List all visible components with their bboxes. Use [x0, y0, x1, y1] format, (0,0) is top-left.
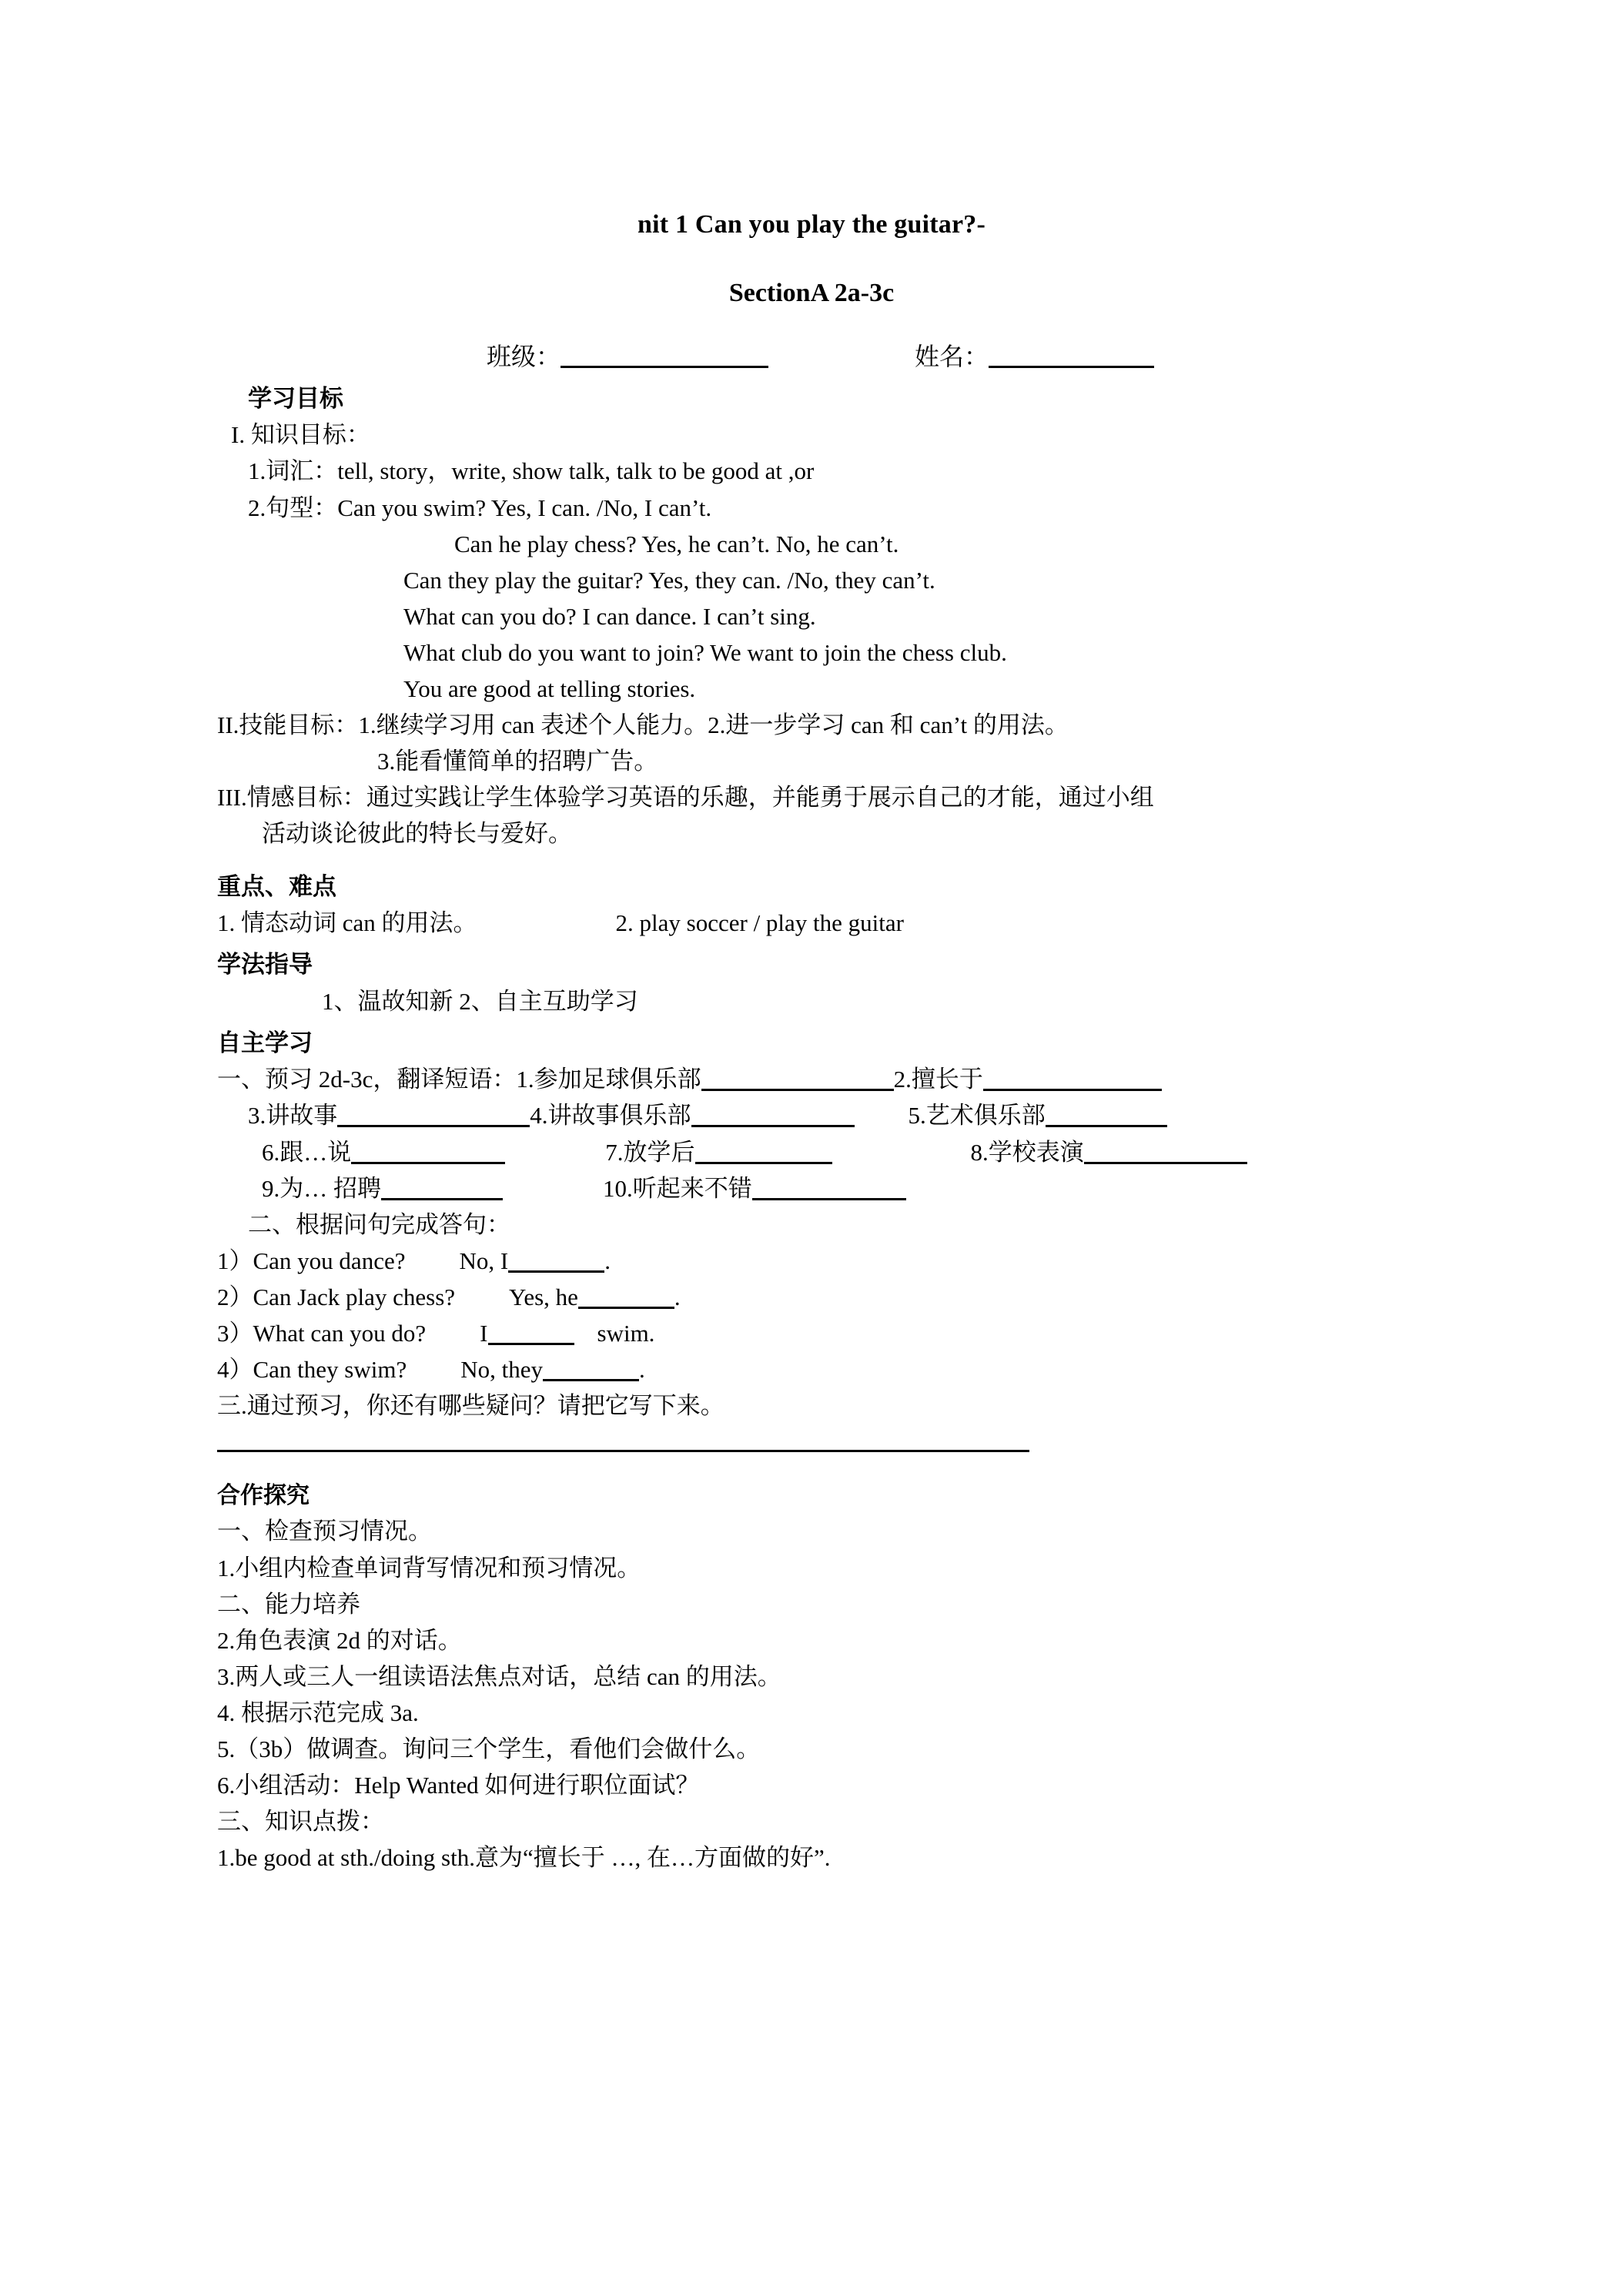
emotion-objective-line-2: 活动谈论彼此的特长与爱好。	[262, 820, 572, 848]
heading-self-study: 自主学习	[217, 1029, 313, 1056]
qa-row-4	[217, 1351, 1531, 1387]
phrase-text-7: 放学后	[623, 1138, 695, 1166]
phrase-text-1: 参加足球俱乐部	[534, 1066, 701, 1093]
pattern-text-0: Can you swim? Yes, I can. /No, I can’t.	[337, 494, 712, 521]
skill-objective-line-1: II.技能目标：1.继续学习用 can 表述个人能力。2.进一步学习 can 和 can’t 的用法。	[217, 711, 1069, 739]
qa-answer-pre-4: No, they	[460, 1356, 544, 1384]
phrase-num-7: 7.	[605, 1138, 624, 1166]
cooperative-line-5: 4. 根据示范完成 3a.	[217, 1699, 419, 1726]
qa-blank-3[interactable]	[488, 1343, 574, 1345]
phrase-num-10: 10.	[603, 1174, 633, 1202]
phrase-blank-1[interactable]	[701, 1089, 894, 1091]
key-point-1: 1. 情态动词 can 的用法。	[217, 909, 477, 937]
phrase-text-6: 跟…说	[279, 1138, 352, 1166]
qa-blank-2[interactable]	[578, 1307, 674, 1309]
qa-num-4: 4）	[217, 1356, 253, 1384]
phrase-blank-4[interactable]	[691, 1125, 855, 1127]
student-id-line	[0, 340, 1623, 373]
method-guide-line: 1、温故知新 2、自主互助学习	[322, 987, 638, 1015]
pattern-line-5: You are good at telling stories.	[403, 675, 696, 703]
cooperative-line-8: 三、知识点拨：	[217, 1808, 384, 1836]
cooperative-line-7: 6.小组活动：Help Wanted 如何进行职位面试？	[217, 1772, 700, 1799]
qa-question-2: Can Jack play chess?	[253, 1283, 456, 1310]
phrase-num-2: 2.	[893, 1066, 912, 1093]
phrase-blank-2[interactable]	[983, 1089, 1162, 1091]
key-point-line	[217, 905, 1531, 941]
phrase-blank-7[interactable]	[695, 1162, 832, 1164]
name-input-blank[interactable]	[989, 366, 1154, 368]
self-study-part-one-intro: 一、预习 2d-3c，翻译短语：	[217, 1066, 517, 1093]
qa-question-1: Can you dance?	[253, 1247, 406, 1274]
qa-num-1: 1）	[217, 1247, 253, 1274]
knowledge-objective-heading: I. 知识目标：	[231, 421, 370, 449]
class-label: 班级：	[487, 342, 561, 370]
emotion-objective-line-1: III.情感目标：通过实践让学生体验学习英语的乐趣，并能勇于展示自己的才能，通过小组	[217, 784, 1154, 812]
pattern-label: 2.句型：	[248, 494, 338, 521]
phrase-num-9: 9.	[262, 1174, 280, 1202]
qa-answer-pre-2: Yes, he	[509, 1283, 578, 1310]
qa-answer-post-1: .	[604, 1247, 611, 1274]
qa-row-2	[217, 1279, 1531, 1315]
qa-answer-post-2: .	[674, 1283, 681, 1310]
pattern-line-4: What club do you want to join? We want to join the chess club.	[403, 638, 1007, 666]
qa-num-3: 3）	[217, 1320, 253, 1347]
phrase-blank-3[interactable]	[337, 1125, 530, 1127]
phrase-text-5: 艺术俱乐部	[925, 1102, 1046, 1130]
phrase-num-6: 6.	[262, 1138, 280, 1166]
phrase-num-3: 3.	[248, 1102, 266, 1130]
phrase-num-5: 5.	[908, 1102, 926, 1130]
phrase-text-9: 为… 招聘	[279, 1174, 381, 1202]
skill-objective-line-2: 3.能看懂简单的招聘广告。	[377, 748, 658, 775]
heading-learning-objectives: 学习目标	[248, 384, 343, 412]
phrase-num-4: 4.	[530, 1102, 548, 1130]
cooperative-line-1: 1.小组内检查单词背写情况和预习情况。	[217, 1554, 641, 1581]
qa-blank-4[interactable]	[543, 1379, 639, 1381]
phrase-text-10: 听起来不错	[632, 1174, 752, 1202]
qa-answer-pre-1: No, I	[459, 1247, 509, 1274]
cooperative-line-0: 一、检查预习情况。	[217, 1518, 432, 1545]
pattern-line-0	[231, 490, 1531, 526]
phrase-num-8: 8.	[970, 1138, 989, 1166]
self-study-part-one-row	[217, 1061, 1531, 1097]
phrase-blank-10[interactable]	[752, 1198, 906, 1200]
qa-row-1	[217, 1243, 1531, 1279]
cooperative-line-3: 2.角色表演 2d 的对话。	[217, 1626, 462, 1654]
cooperative-line-2: 二、能力培养	[217, 1590, 360, 1618]
cooperative-line-6: 5.（3b）做调查。询问三个学生，看他们会做什么。	[217, 1735, 761, 1763]
phrase-text-4: 讲故事俱乐部	[547, 1102, 691, 1130]
qa-num-2: 2）	[217, 1283, 253, 1310]
self-study-part-two-intro: 二、根据问句完成答句：	[248, 1210, 510, 1238]
qa-answer-post-3: swim.	[597, 1320, 655, 1347]
qa-question-3: What can you do?	[253, 1320, 427, 1347]
heading-method-guide: 学法指导	[217, 951, 313, 979]
phrase-text-3: 讲故事	[266, 1102, 338, 1130]
heading-cooperative-inquiry: 合作探究	[217, 1483, 310, 1509]
qa-question-4: Can they swim?	[253, 1356, 407, 1384]
phrase-text-2: 擅长于	[911, 1066, 983, 1093]
qa-answer-post-4: .	[639, 1356, 645, 1384]
self-study-phrase-row-4	[231, 1170, 1531, 1207]
qa-row-3	[217, 1315, 1531, 1351]
phrase-blank-8[interactable]	[1084, 1162, 1247, 1164]
heading-key-points: 重点、难点	[217, 872, 336, 900]
phrase-text-8: 学校表演	[988, 1138, 1084, 1166]
page-title: nit 1 Can you play the guitar?-	[637, 210, 986, 239]
self-study-part-three-intro: 三.通过预习，你还有哪些疑问？请把它写下来。	[217, 1392, 724, 1420]
phrase-blank-6[interactable]	[351, 1162, 505, 1164]
pattern-line-2: Can they play the guitar? Yes, they can. /No, they can’t.	[403, 566, 935, 594]
qa-answer-pre-3: I	[480, 1320, 488, 1347]
qa-blank-1[interactable]	[508, 1270, 604, 1273]
cooperative-line-9: 1.be good at sth./doing sth.意为“擅长于 …, 在…方面做的好”.	[217, 1844, 831, 1872]
self-study-phrase-row-2	[231, 1097, 1531, 1133]
name-label: 姓名：	[915, 342, 989, 370]
page-subtitle: SectionA 2a-3c	[728, 278, 895, 307]
cooperative-line-4: 3.两人或三人一组读语法焦点对话，总结 can 的用法。	[217, 1662, 781, 1690]
document-body	[0, 381, 1623, 1876]
phrase-num-1: 1.	[516, 1066, 534, 1093]
self-study-phrase-row-3	[231, 1134, 1531, 1170]
class-input-blank[interactable]	[561, 366, 768, 368]
phrase-blank-9[interactable]	[381, 1198, 503, 1200]
pattern-line-1: Can he play chess? Yes, he can’t. No, he can’t.	[454, 530, 899, 557]
phrase-blank-5[interactable]	[1046, 1125, 1167, 1127]
key-point-2: 2. play soccer / play the guitar	[615, 909, 904, 937]
vocabulary-line: 1.词汇：tell, story，write, show talk, talk to be good at ,or	[248, 457, 815, 485]
pattern-line-3: What can you do? I can dance. I can’t sing.	[403, 602, 816, 630]
